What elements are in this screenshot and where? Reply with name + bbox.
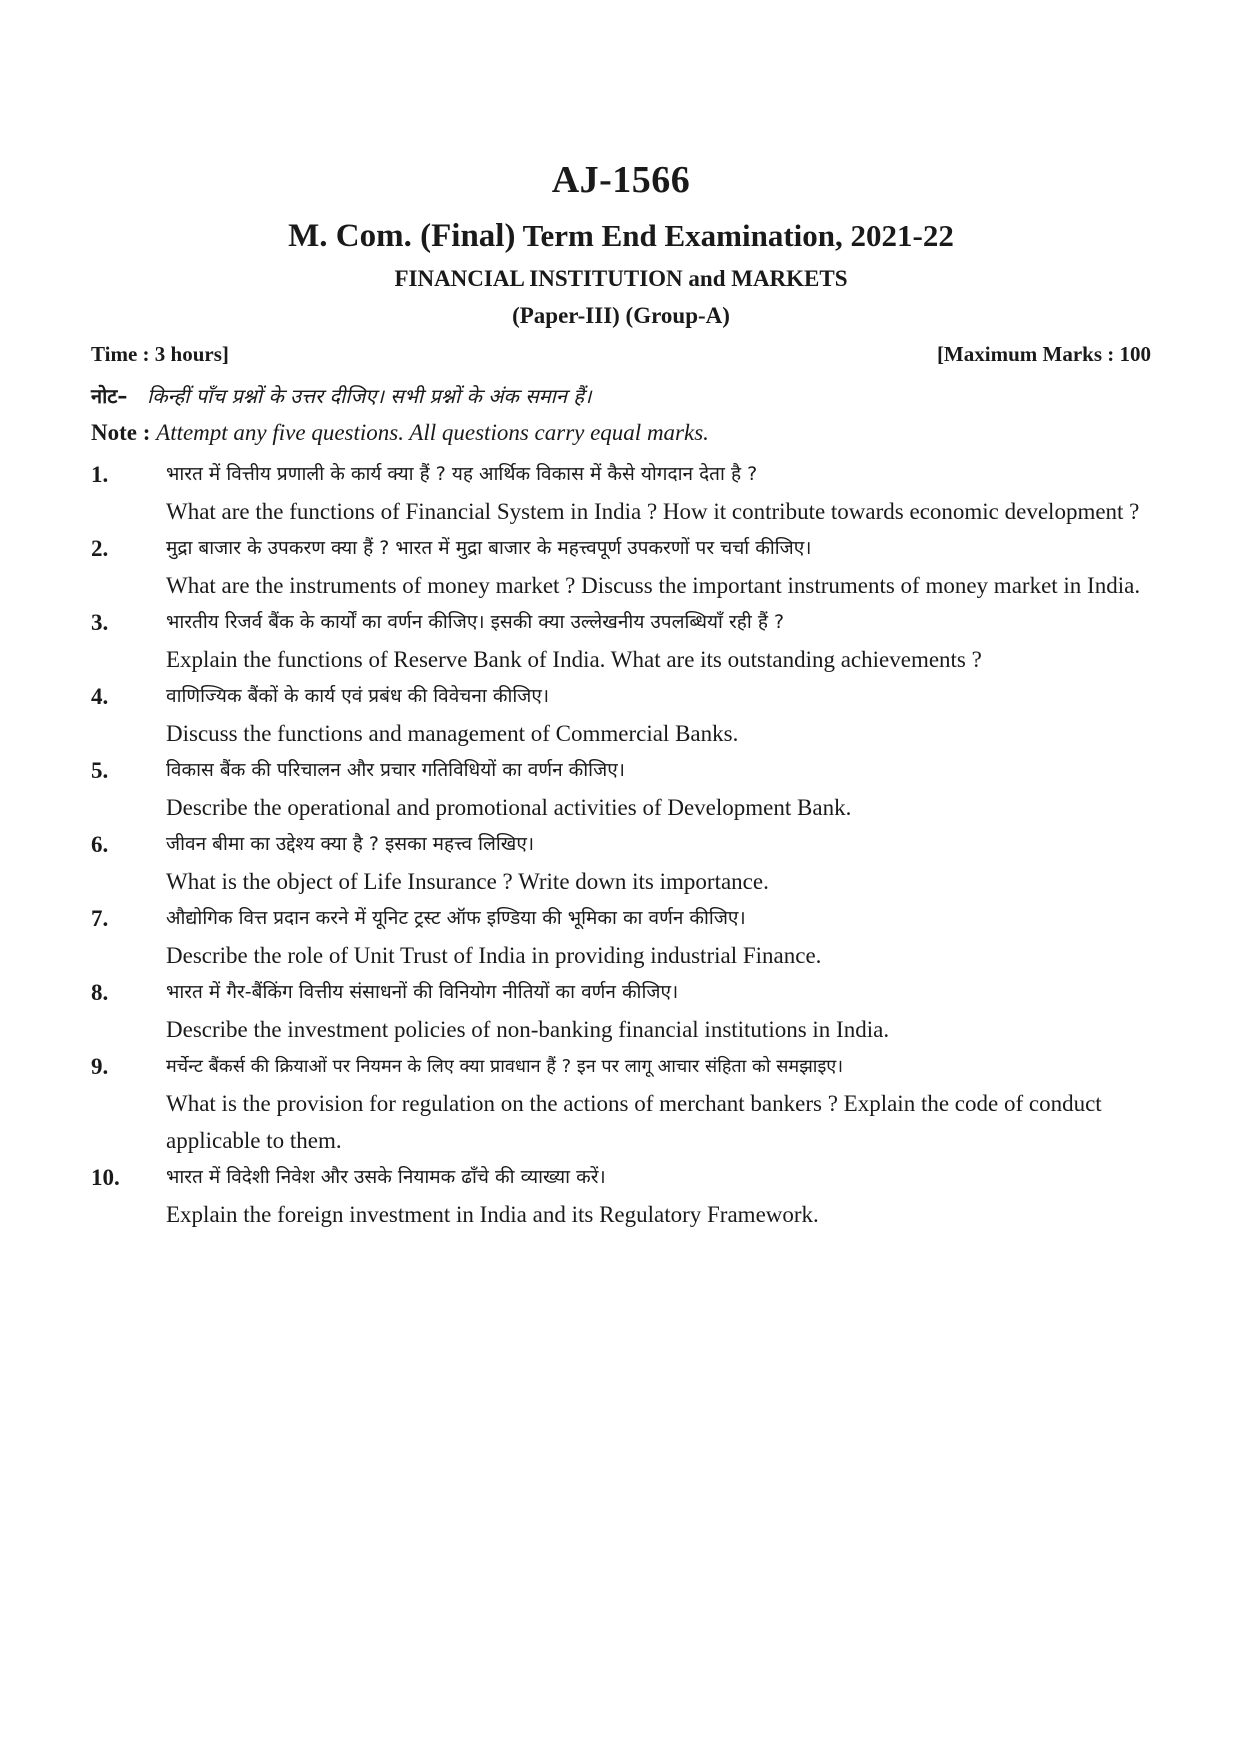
question-hindi: भारत में विदेशी निवेश और उसके नियामक ढाँचे की व्याख्या करें। [166,1166,606,1188]
question-hindi: मर्चेन्ट बैंकर्स की क्रियाओं पर नियमन के लिए क्या प्रावधान हैं ? इन पर लागू आचार संहिता को समझाइए। [166,1056,844,1077]
question-number: 2. [91,536,109,561]
exam-title-session: Term End Examination, 2021-22 [515,218,954,253]
question-english: What are the instruments of money market ? Discuss the important instruments of money market in India. [166,573,1141,598]
note-english [91,420,709,446]
question-body [166,974,1153,1048]
question-hindi: मुद्रा बाजार के उपकरण क्या हैं ? भारत में मुद्रा बाजार के महत्त्वपूर्ण उपकरणों पर चर्चा कीजिए। [166,537,812,559]
question-english: Explain the functions of Reserve Bank of India. What are its outstanding achievements ? [166,647,982,672]
question-6 [91,826,1153,900]
question-english: What is the provision for regulation on the actions of merchant bankers ? Explain the code of conduct applicable to them. [166,1091,1102,1153]
paper-code: AJ-1566 [551,159,691,201]
question-7 [91,900,1153,974]
question-english: Describe the operational and promotional activities of Development Bank. [166,795,852,820]
question-number: 8. [91,980,109,1005]
question-list [91,456,1153,1233]
question-8 [91,974,1153,1048]
paper-group: (Paper-III) (Group-A) [512,303,730,328]
question-10 [91,1159,1153,1233]
exam-title [0,218,1242,255]
question-hindi: भारत में वित्तीय प्रणाली के कार्य क्या हैं ? यह आर्थिक विकास में कैसे योगदान देता है ? [166,463,758,485]
question-body [166,456,1153,530]
question-5 [91,752,1153,826]
question-hindi: वाणिज्यिक बैंकों के कार्य एवं प्रबंध की विवेचना कीजिए। [166,685,550,707]
question-hindi: विकास बैंक की परिचालन और प्रचार गतिविधियों का वर्णन कीजिए। [166,759,625,781]
note-english-label: Note : [91,420,151,445]
question-english: Discuss the functions and management of Commercial Banks. [166,721,739,746]
question-body [166,900,1153,974]
question-body [166,826,1153,900]
question-4 [91,678,1153,752]
question-body [166,752,1153,826]
question-1 [91,456,1153,530]
question-hindi: भारतीय रिजर्व बैंक के कार्यों का वर्णन कीजिए। इसकी क्या उल्लेखनीय उपलब्धियाँ रही हैं ? [166,611,785,633]
subject-title: FINANCIAL INSTITUTION and MARKETS [394,266,848,291]
question-hindi: जीवन बीमा का उद्देश्य क्या है ? इसका महत्त्व लिखिए। [166,833,535,855]
time-allowed: Time : 3 hours] [91,342,229,366]
question-number: 6. [91,832,109,857]
note-hindi-text: किन्हीं पाँच प्रश्नों के उत्तर दीजिए। सभी प्रश्नों के अंक समान हैं। [147,384,592,408]
question-3 [91,604,1153,678]
question-body [166,1159,1153,1233]
question-body [166,678,1153,752]
question-english: What is the object of Life Insurance ? Write down its importance. [166,869,769,894]
question-english: Describe the role of Unit Trust of India in providing industrial Finance. [166,943,822,968]
question-body [166,530,1153,604]
question-english: Explain the foreign investment in India and its Regulatory Framework. [166,1202,819,1227]
question-number: 4. [91,684,109,709]
exam-title-course: M. Com. (Final) [288,218,516,254]
question-number: 10. [91,1165,120,1190]
question-body [166,1048,1153,1159]
question-9 [91,1048,1153,1159]
question-number: 7. [91,906,109,931]
question-english: Describe the investment policies of non-banking financial institutions in India. [166,1017,890,1042]
question-number: 9. [91,1054,109,1079]
note-hindi-label: नोट– [91,384,128,408]
question-hindi: भारत में गैर-बैंकिंग वित्तीय संसाधनों की विनियोग नीतियों का वर्णन कीजिए। [166,981,679,1003]
note-english-text: Attempt any five questions. All questions carry equal marks. [156,420,709,445]
question-number: 3. [91,610,109,635]
note-hindi [91,382,592,409]
question-body [166,604,1153,678]
question-hindi: औद्योगिक वित्त प्रदान करने में यूनिट ट्रस्ट ऑफ इण्डिया की भूमिका का वर्णन कीजिए। [166,907,746,929]
question-number: 1. [91,462,109,487]
question-english: What are the functions of Financial System in India ? How it contribute towards economic development ? [166,499,1140,524]
question-number: 5. [91,758,109,783]
question-2 [91,530,1153,604]
maximum-marks: [Maximum Marks : 100 [936,342,1151,366]
